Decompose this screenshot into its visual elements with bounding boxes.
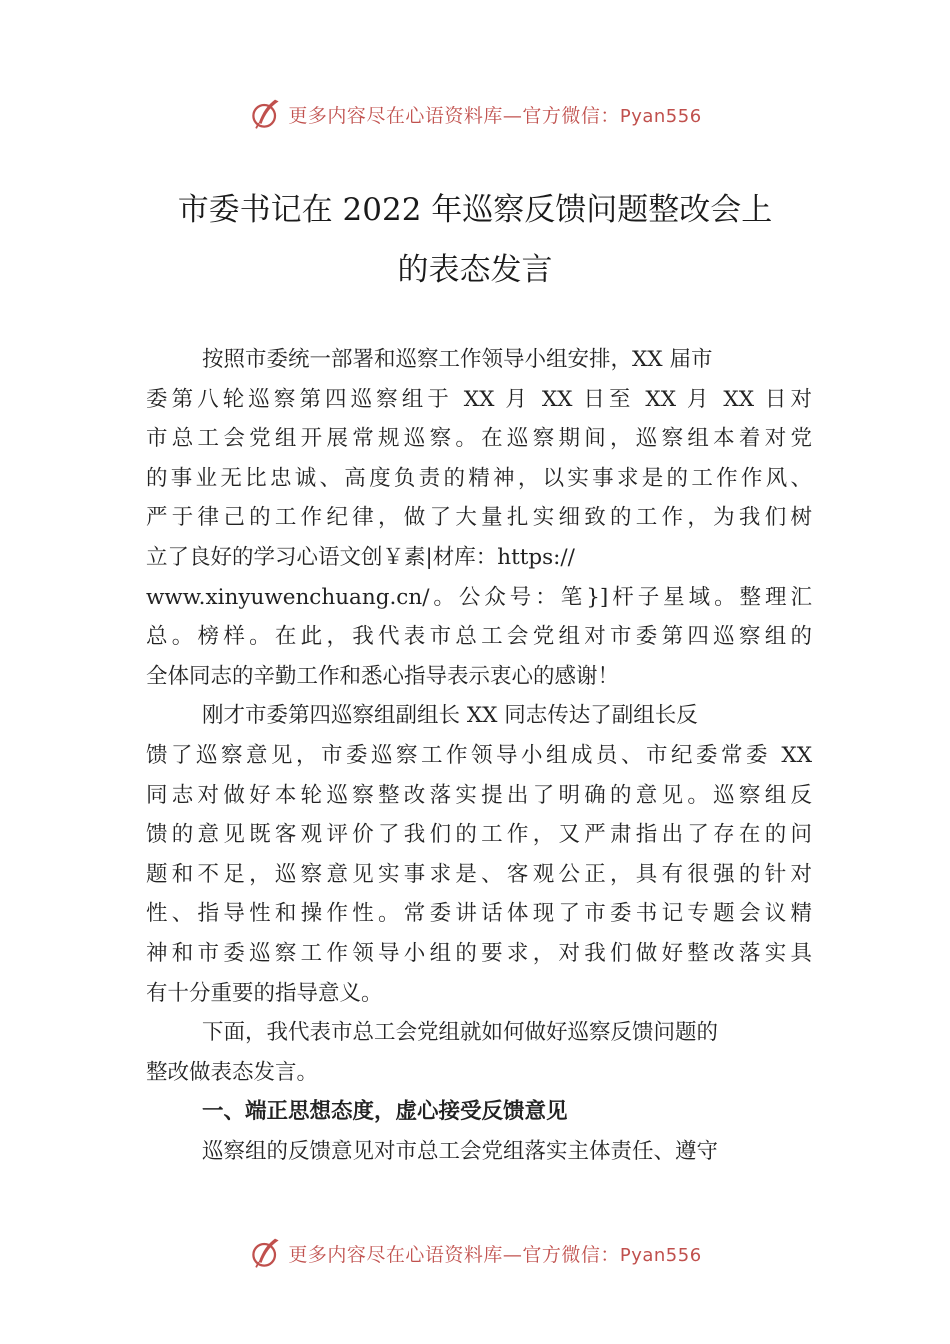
body-line: 有十分重要的指导意义。 <box>146 980 383 1006</box>
title-line: 的表态发言 <box>397 252 553 288</box>
body-line: 严于律己的工作纪律，做了大量扎实细致的工作，为我们树 <box>146 505 812 531</box>
document-body <box>146 340 812 1171</box>
quill-logo-icon <box>248 1235 284 1271</box>
body-line: 巡察组的反馈意见对市总工会党组落实主体责任、遵守 <box>202 1138 719 1164</box>
body-line: 性、指导性和操作性。常委讲话体现了市委书记专题会议精 <box>146 901 812 927</box>
body-line: 的事业无比忠诚、高度负责的精神，以实事求是的工作作风、 <box>146 465 812 491</box>
body-line: 立了良好的学习心语文创￥素|材库：https:// <box>146 544 575 570</box>
body-line: 全体同志的辛勤工作和悉心指导表示衷心的感谢！ <box>146 663 620 689</box>
body-line: www.xinyuwenchuang.cn/。公众号：笔}]杆子星域。整理汇 <box>146 584 812 610</box>
body-line: 整改做表态发言。 <box>146 1059 319 1085</box>
body-line: 馈了巡察意见，市委巡察工作领导小组成员、市纪委常委 XX <box>146 742 812 768</box>
watermark-banner-bottom <box>0 1233 950 1273</box>
body-line: 委第八轮巡察第四巡察组于 XX 月 XX 日至 XX 月 XX 日对 <box>146 386 813 412</box>
watermark-text: 更多内容尽在心语资料库—官方微信：Pyan556 <box>288 1243 702 1266</box>
body-line: 同志对做好本轮巡察整改落实提出了明确的意见。巡察组反 <box>146 782 812 808</box>
watermark-text: 更多内容尽在心语资料库—官方微信：Pyan556 <box>288 104 702 127</box>
title-line: 市委书记在 2022 年巡察反馈问题整改会上 <box>177 192 773 228</box>
quill-logo-icon <box>248 96 284 132</box>
body-line: 下面，我代表市总工会党组就如何做好巡察反馈问题的 <box>202 1020 719 1046</box>
body-line: 按照市委统一部署和巡察工作领导小组安排，XX 届市 <box>202 347 713 372</box>
body-line: 总。榜样。在此，我代表市总工会党组对市委第四巡察组的 <box>146 624 812 650</box>
body-line: 市总工会党组开展常规巡察。在巡察期间，巡察组本着对党 <box>146 426 812 452</box>
body-line: 刚才市委第四巡察组副组长 XX 同志传达了副组长反 <box>202 703 698 729</box>
body-line: 神和市委巡察工作领导小组的要求，对我们做好整改落实具 <box>146 940 812 966</box>
body-line: 题和不足，巡察意见实事求是、客观公正，具有很强的针对 <box>146 861 812 887</box>
watermark-banner-top <box>0 94 950 134</box>
section-heading: 一、端正思想态度，虚心接受反馈意见 <box>202 1099 568 1125</box>
document-title <box>100 180 850 300</box>
body-line: 馈的意见既客观评价了我们的工作，又严肃指出了存在的问 <box>146 822 812 848</box>
